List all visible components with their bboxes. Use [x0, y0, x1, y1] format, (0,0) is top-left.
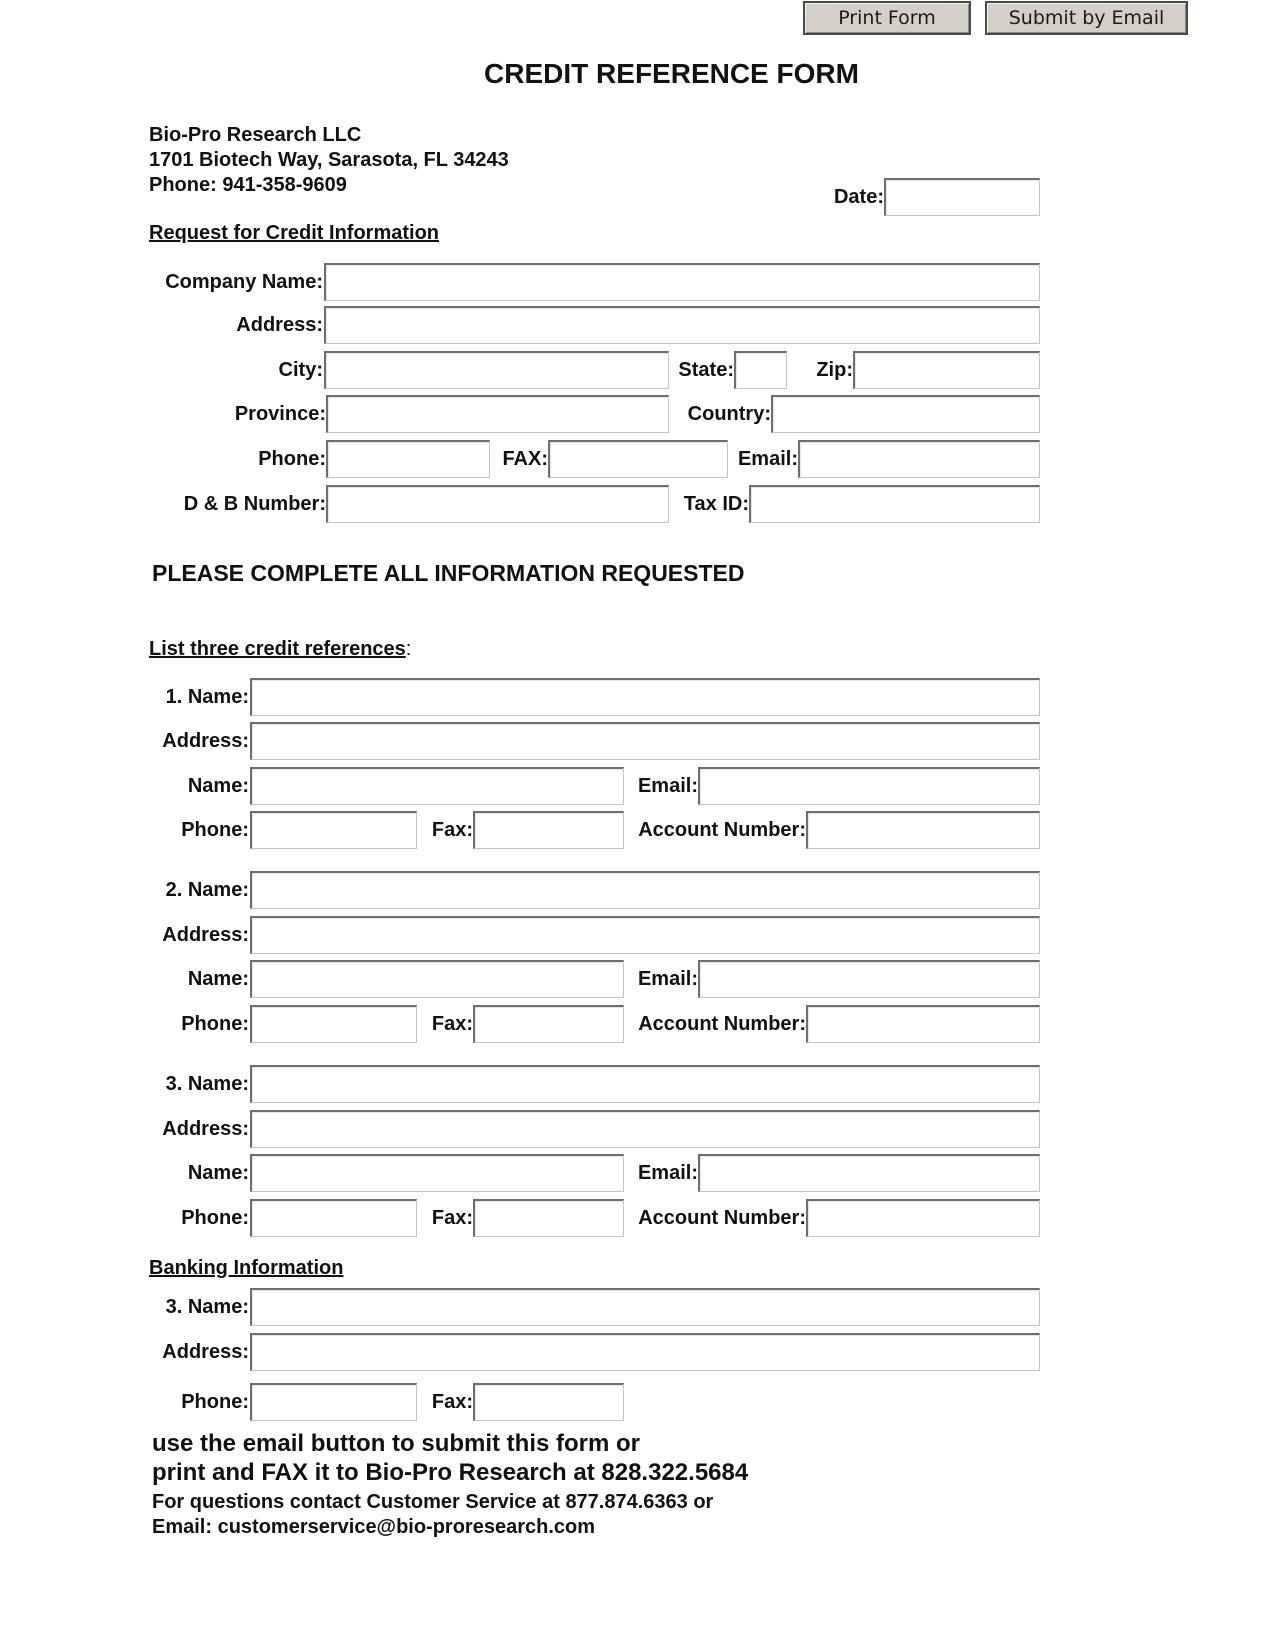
- ref1-phone-label: Phone:: [181, 819, 249, 841]
- province-input[interactable]: [326, 395, 669, 433]
- ref3-address-input[interactable]: [250, 1110, 1040, 1148]
- ref1-address-input[interactable]: [250, 722, 1040, 760]
- ref1-account-input[interactable]: [806, 811, 1040, 849]
- ref3-name-label: 3. Name:: [165, 1073, 249, 1095]
- references-heading-text: List three credit references: [149, 638, 406, 660]
- footer-fax-instruction: print and FAX it to Bio-Pro Research at 828.322.5684: [152, 1459, 749, 1486]
- ref1-name-input[interactable]: [250, 678, 1040, 716]
- print-form-button[interactable]: Print Form: [803, 1, 971, 35]
- country-input[interactable]: [771, 395, 1040, 433]
- footer-submit-instruction: use the email button to submit this form or: [152, 1430, 641, 1457]
- ref3-fax-input[interactable]: [473, 1199, 624, 1237]
- date-input[interactable]: [884, 178, 1040, 216]
- ref2-fax-label: Fax:: [431, 1013, 473, 1035]
- ref3-phone-input[interactable]: [250, 1199, 417, 1237]
- ref3-email-label: Email:: [637, 1162, 698, 1184]
- banking-heading: Banking Information: [149, 1257, 344, 1279]
- company-address: 1701 Biotech Way, Sarasota, FL 34243: [149, 149, 509, 171]
- ref1-email-label: Email:: [637, 775, 698, 797]
- ref1-fax-input[interactable]: [473, 811, 624, 849]
- ref3-phone-label: Phone:: [181, 1207, 249, 1229]
- bank-address-label: Address:: [162, 1341, 249, 1363]
- ref2-account-input[interactable]: [806, 1005, 1040, 1043]
- footer-email: Email: customerservice@bio-proresearch.com: [152, 1516, 596, 1538]
- bank-fax-label: Fax:: [431, 1391, 473, 1413]
- ref1-name-label: 1. Name:: [165, 686, 249, 708]
- ref2-name-input[interactable]: [250, 871, 1040, 909]
- ref3-account-label: Account Number:: [638, 1207, 806, 1229]
- province-label: Province:: [234, 403, 326, 425]
- company-address-input[interactable]: [324, 306, 1040, 344]
- ref1-account-label: Account Number:: [638, 819, 806, 841]
- ref3-address-label: Address:: [162, 1118, 249, 1140]
- ref3-contact-label: Name:: [187, 1162, 249, 1184]
- fax-label: FAX:: [502, 448, 548, 470]
- footer-customer-service: For questions contact Customer Service at 877.874.6363 or: [152, 1491, 714, 1513]
- date-label: Date:: [833, 186, 884, 208]
- ref3-fax-label: Fax:: [431, 1207, 473, 1229]
- ref3-account-input[interactable]: [806, 1199, 1040, 1237]
- city-label: City:: [278, 359, 323, 381]
- company-name: Bio-Pro Research LLC: [149, 124, 362, 146]
- bank-address-input[interactable]: [250, 1333, 1040, 1371]
- ref2-phone-input[interactable]: [250, 1005, 417, 1043]
- complete-all-notice: PLEASE COMPLETE ALL INFORMATION REQUESTED: [152, 560, 745, 586]
- bank-phone-label: Phone:: [181, 1391, 249, 1413]
- ref2-address-input[interactable]: [250, 916, 1040, 954]
- dnb-number-input[interactable]: [326, 485, 669, 523]
- city-input[interactable]: [324, 351, 669, 389]
- fax-input[interactable]: [548, 440, 728, 478]
- references-heading-colon: :: [405, 638, 412, 660]
- ref2-phone-label: Phone:: [181, 1013, 249, 1035]
- ref3-contact-input[interactable]: [250, 1154, 624, 1192]
- ref3-name-input[interactable]: [250, 1065, 1040, 1103]
- request-section-heading: Request for Credit Information: [149, 222, 440, 244]
- tax-id-input[interactable]: [749, 485, 1040, 523]
- ref2-email-input[interactable]: [698, 960, 1040, 998]
- bank-fax-input[interactable]: [473, 1383, 624, 1421]
- ref1-phone-input[interactable]: [250, 811, 417, 849]
- ref2-fax-input[interactable]: [473, 1005, 624, 1043]
- country-label: Country:: [687, 403, 771, 425]
- company-name-input[interactable]: [324, 263, 1040, 301]
- zip-label: Zip:: [816, 359, 853, 381]
- references-heading: [149, 638, 411, 661]
- ref2-contact-input[interactable]: [250, 960, 624, 998]
- email-label: Email:: [737, 448, 798, 470]
- bank-phone-input[interactable]: [250, 1383, 417, 1421]
- ref1-email-input[interactable]: [698, 767, 1040, 805]
- phone-input[interactable]: [326, 440, 490, 478]
- submit-by-email-button[interactable]: Submit by Email: [985, 1, 1188, 35]
- company-address-label: Address:: [236, 314, 323, 336]
- phone-label: Phone:: [258, 448, 326, 470]
- ref2-account-label: Account Number:: [638, 1013, 806, 1035]
- ref3-email-input[interactable]: [698, 1154, 1040, 1192]
- state-label: State:: [678, 359, 734, 381]
- tax-id-label: Tax ID:: [683, 493, 749, 515]
- ref2-name-label: 2. Name:: [165, 879, 249, 901]
- ref1-contact-label: Name:: [187, 775, 249, 797]
- bank-name-label: 3. Name:: [165, 1296, 249, 1318]
- ref1-contact-input[interactable]: [250, 767, 624, 805]
- dnb-number-label: D & B Number:: [183, 493, 326, 515]
- state-input[interactable]: [734, 351, 787, 389]
- form-title: CREDIT REFERENCE FORM: [484, 58, 859, 89]
- ref1-address-label: Address:: [162, 730, 249, 752]
- zip-input[interactable]: [853, 351, 1040, 389]
- ref2-email-label: Email:: [637, 968, 698, 990]
- ref1-fax-label: Fax:: [431, 819, 473, 841]
- ref2-address-label: Address:: [162, 924, 249, 946]
- ref2-contact-label: Name:: [187, 968, 249, 990]
- bank-name-input[interactable]: [250, 1288, 1040, 1326]
- email-input[interactable]: [798, 440, 1040, 478]
- company-phone: Phone: 941-358-9609: [149, 174, 347, 196]
- company-name-label: Company Name:: [165, 271, 323, 293]
